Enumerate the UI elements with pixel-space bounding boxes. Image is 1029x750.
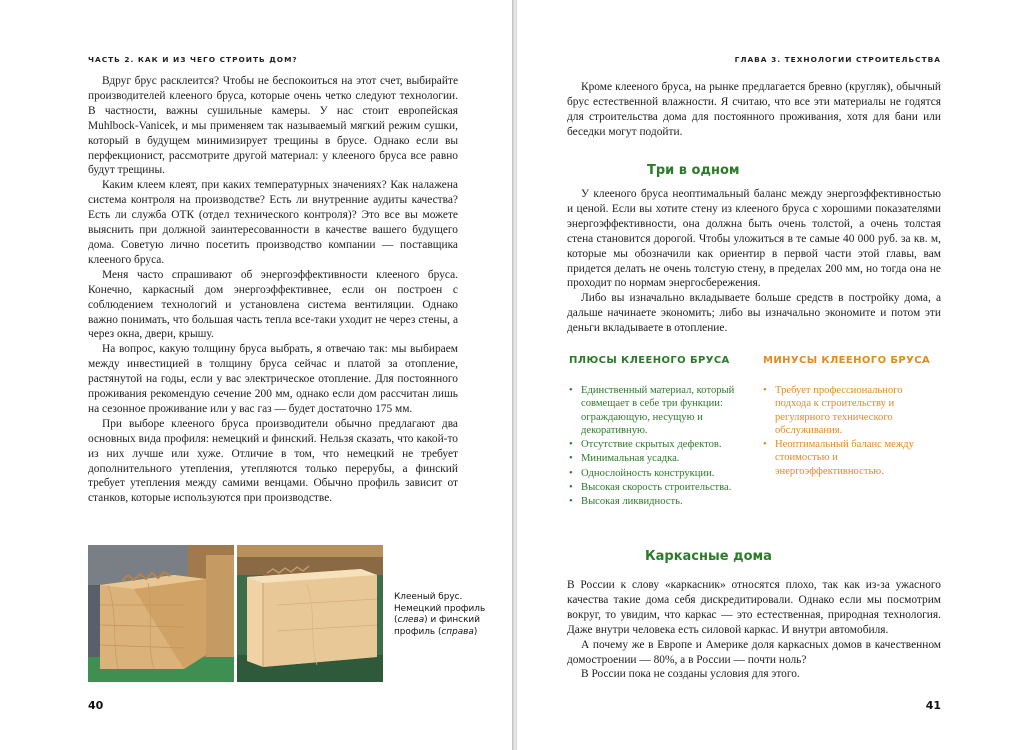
cons-item: • Требует профессионального подхода к строительству и регулярного технического обслуживания. — [763, 384, 935, 437]
photo-finnish-profile-image — [237, 545, 383, 682]
left-page-number: 40 — [88, 699, 104, 712]
photo-german-profile — [88, 545, 234, 682]
left-page — [0, 0, 512, 750]
section1-paragraph-1: У клееного бруса неоптимальный баланс между энергоэффективностью и ценой. Если вы хотите стену из клееного бруса с хорошими показателями энергоэффективности, она должна быть очень толстой, а очень толстая стена становится дорогой. Чтобы уложиться в те самые 40 000 руб. за кв. м, которые мы обозначили как ориентир в первой части этой главы, вам придется делать не очень толстую стену, в пределах 200 мм, но тогда она не проходит по нормам энергосбережения. — [567, 188, 941, 290]
pros-list — [569, 384, 757, 510]
pros-item: • Минимальная усадка. — [569, 452, 757, 465]
right-running-head: ГЛАВА 3. ТЕХНОЛОГИИ СТРОИТЕЛЬСТВА — [734, 55, 941, 64]
section-heading-frame-houses: Каркасные дома — [645, 549, 772, 564]
left-running-head: ЧАСТЬ 2. КАК И ИЗ ЧЕГО СТРОИТЬ ДОМ? — [88, 55, 298, 64]
section1-body — [567, 187, 941, 336]
left-paragraph-5: При выборе клееного бруса производители обычно предлагают два основных вида профиля: немецкий и финский. Нельзя сказать, что какой-то из них лучше или хуже. Отличие в том, что немецкий не требует дополнительного утепления, утепляются только перерубы, а финский требует утепления между самими венцами. Обычно профиль зависит от станков, которые используются при производстве. — [88, 417, 458, 505]
right-page — [517, 0, 1029, 750]
right-page-number: 41 — [925, 699, 941, 712]
cons-item: • Неоптимальный баланс между стоимостью и энергоэффективностью. — [763, 438, 935, 478]
pros-item: • Однослойность конструкции. — [569, 467, 757, 480]
photo-german-profile-image — [88, 545, 234, 682]
section2-body — [567, 578, 941, 682]
pros-item: • Высокая скорость строительства. — [569, 481, 757, 494]
pros-heading: ПЛЮСЫ КЛЕЕНОГО БРУСА — [569, 355, 730, 366]
right-intro-text — [567, 80, 941, 140]
section1-paragraph-2: Либо вы изначально вкладываете больше средств в постройку дома, а дальше начинаете экономить; либо вы изначально экономите и потом эти деньги вкладываете в отопление. — [567, 292, 941, 335]
left-body-text — [88, 74, 458, 506]
cons-list — [763, 384, 935, 479]
right-intro-paragraph: Кроме клееного бруса, на рынке предлагается бревно (кругляк), обычный брус естественной влажности. Я считаю, что все эти материалы не годятся для строительства дома для постоянного проживания, хотя для бани или беседки могут подойти. — [567, 81, 941, 138]
section2-paragraph-2: А почему же в Европе и Америке доля каркасных домов в качественном домостроении — 80%, а в России — почти ноль? — [567, 638, 941, 666]
caption-part-3: ) — [473, 626, 478, 637]
section2-paragraph-3: В России пока не созданы условия для этого. — [581, 668, 800, 681]
pros-item: • Единственный материал, который совмещает в себе три функции: ограждающую, несущую и декоративную. — [569, 384, 757, 437]
left-paragraph-4: На вопрос, какую толщину бруса выбрать, я отвечаю так: мы выбираем между инвестицией в толщину бруса сейчас и платой за отопление, растянутой на годы, если у вас электрическое отопление. Для постоянного проживания рекомендую сечение 200 мм, однако если дом рассчитан лишь на сезонное проживание или у вас газ — будет достаточно 175 мм. — [88, 343, 458, 415]
cons-heading: МИНУСЫ КЛЕЕНОГО БРУСА — [763, 355, 931, 366]
pros-item: • Высокая ликвидность. — [569, 495, 757, 508]
caption-left-word: слева — [397, 615, 425, 625]
photo-caption — [394, 592, 486, 638]
left-paragraph-2: Каким клеем клеят, при каких температурных значениях? Как налажена система контроля на производстве? Есть ли внутренние аудиты качества? Есть ли служба ОТК (отдел технического контроля)? Это все вы можете выяснить при должной заинтересованности в качестве вашего будущего дома. Советую лично посетить производство компании — поставщика клееного бруса. — [88, 179, 458, 266]
caption-part-2: ) и финский профиль ( — [394, 615, 480, 637]
section2-paragraph-1: В России к слову «каркасник» относятся плохо, так как из-за ужасного качества такие дома себя дискредитировали. Однако если мы посмотрим вокруг, то увидим, что каркас — это естественная, природная технология. Даже внутри человека есть силовой каркас. И внутри автомобиля. — [567, 579, 941, 636]
caption-part-1: Клееный брус. Немецкий профиль ( — [394, 592, 486, 625]
pros-item: • Отсутствие скрытых дефектов. — [569, 438, 757, 451]
photo-finnish-profile — [237, 545, 383, 682]
caption-right-word: справа — [441, 626, 474, 637]
section-heading-three-in-one: Три в одном — [647, 163, 740, 178]
left-paragraph-1: Вдруг брус расклеится? Чтобы не беспокоиться на этот счет, выбирайте производителей клееного бруса, которые очень четко следуют технологии. В частности, важны сушильные камеры. У нас стоит европейская Muhlbock-Vanicek, и мы применяем так называемый мягкий режим сушки, который в будущем минимизирует трещины в брусе. Однако если вы перфекционист, рассмотрите другой материал: у клееного бруса все равно будут трещины. — [88, 75, 458, 177]
left-paragraph-3: Меня часто спрашивают об энергоэффективности клееного бруса. Конечно, каркасный дом энергоэффективнее, если он построен с соблюдением технологий и установлена система вентиляции. Однако важно понимать, что большая часть тепла все-таки уходит не через стены, а через окна, двери, крышу. — [88, 268, 458, 341]
